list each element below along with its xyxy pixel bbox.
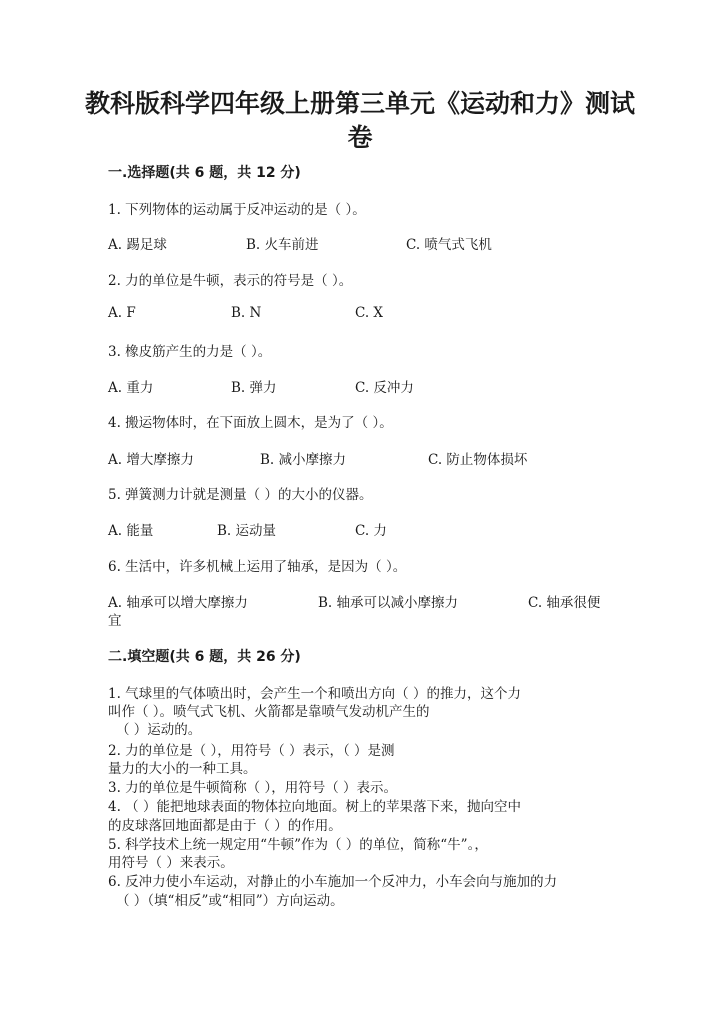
option-c: C. 喷气式飞机 xyxy=(406,237,492,253)
page-title-line1: 教科版科学四年级上册第三单元《运动和力》测试 xyxy=(84,89,635,118)
option-c: C. 轴承很便 xyxy=(528,595,601,611)
option-b: B. 减小摩擦力 xyxy=(260,452,347,468)
section-heading-choice: 一.选择题(共 6 题，共 12 分) xyxy=(108,165,301,181)
option-b: B. 轴承可以减小摩擦力 xyxy=(318,595,459,611)
question-stem: 5. 弹簧测力计就是测量（ ）的大小的仪器。 xyxy=(108,487,373,503)
page-title-line2: 卷 xyxy=(347,123,373,152)
question-stem: 4. 搬运物体时，在下面放上圆木，是为了（ ）。 xyxy=(108,415,393,431)
fill-line: 6. 反冲力使小车运动，对静止的小车施加一个反冲力，小车会向与施加的力 xyxy=(108,874,558,890)
fill-line: （ ）（填“相反”或“相同”）方向运动。 xyxy=(116,893,344,909)
option-b: B. N xyxy=(231,305,262,321)
fill-line: 量力的大小的一种工具。 xyxy=(108,761,257,777)
fill-line: （ ）运动的。 xyxy=(116,722,202,738)
question-stem: 6. 生活中，许多机械上运用了轴承，是因为（ ）。 xyxy=(108,559,407,575)
question-stem: 2. 力的单位是牛顿，表示的符号是（ ）。 xyxy=(108,273,353,289)
option-a: A. 重力 xyxy=(108,380,154,396)
option-c: C. 力 xyxy=(355,523,387,539)
option-a: A. 增大摩擦力 xyxy=(108,452,194,468)
option-c: C. 防止物体损坏 xyxy=(428,452,528,468)
option-a: A. F xyxy=(108,305,136,321)
option-c-wrap: 宜 xyxy=(108,613,122,629)
question-stem: 1. 下列物体的运动属于反冲运动的是（ ）。 xyxy=(108,202,366,218)
fill-line: 叫作（ ）。喷气式飞机、火箭都是靠喷气发动机产生的 xyxy=(108,704,430,720)
question-stem: 3. 橡皮筋产生的力是（ ）。 xyxy=(108,344,272,360)
section-heading-fill: 二.填空题(共 6 题，共 26 分) xyxy=(108,649,301,665)
option-b: B. 火车前进 xyxy=(246,237,319,253)
option-a: A. 能量 xyxy=(108,523,154,539)
fill-line: 1. 气球里的气体喷出时，会产生一个和喷出方向（ ）的推力，这个力 xyxy=(108,686,521,702)
fill-line: 4. （ ）能把地球表面的物体拉向地面。树上的苹果落下来，抛向空中 xyxy=(108,799,521,815)
option-a: A. 踢足球 xyxy=(108,237,167,253)
option-c: C. 反冲力 xyxy=(355,380,414,396)
fill-line: 2. 力的单位是（ ），用符号（ ）表示，（ ）是测 xyxy=(108,743,395,759)
option-a: A. 轴承可以增大摩擦力 xyxy=(108,595,248,611)
fill-line: 用符号（ ）来表示。 xyxy=(108,855,234,871)
option-b: B. 运动量 xyxy=(217,523,277,539)
fill-line: 5. 科学技术上统一规定用“牛顿”作为（ ）的单位，简称“牛”。， xyxy=(108,837,488,853)
option-c: C. X xyxy=(355,305,384,321)
fill-line: 的皮球落回地面都是由于（ ）的作用。 xyxy=(108,818,342,834)
fill-line: 3. 力的单位是牛顿简称（ ），用符号（ ）表示。 xyxy=(108,780,398,796)
option-b: B. 弹力 xyxy=(231,380,277,396)
